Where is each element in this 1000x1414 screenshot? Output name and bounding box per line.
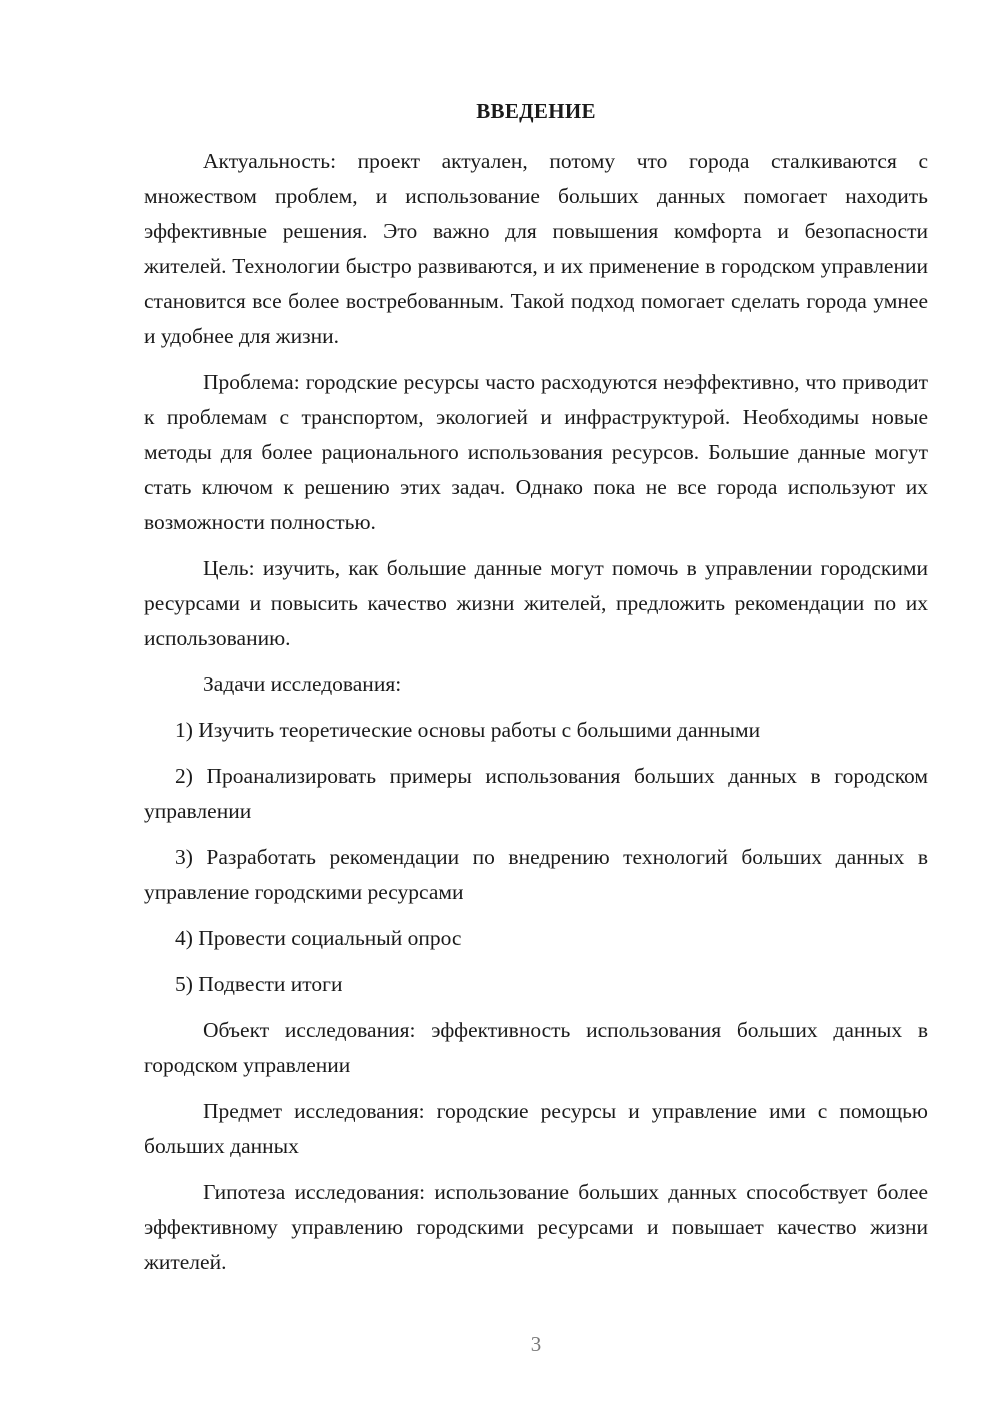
task-item: 1) Изучить теоретические основы работы с большими данными	[175, 718, 761, 742]
document-title: ВВЕДЕНИЕ	[476, 99, 596, 123]
paragraph-relevance: Актуальность: проект актуален, потому что города сталкиваются с множеством проблем, и использование больших данных помогает находить эффективные решения. Это важно для повышения комфорта и безопасности жителей. Технологии быстро развиваются, и их применение в городском управлении становится все более востребованным. Такой подход помогает сделать города умнее и удобнее для жизни.	[144, 149, 928, 348]
paragraph-hypothesis: Гипотеза исследования: использование больших данных способствует более эффективному управлению городскими ресурсами и повышает качество жизни жителей.	[144, 1180, 928, 1274]
task-item: 2) Проанализировать примеры использования больших данных в городском управлении	[144, 764, 928, 823]
paragraph-goal: Цель: изучить, как большие данные могут помочь в управлении городскими ресурсами и повысить качество жизни жителей, предложить рекомендации по их использованию.	[144, 556, 928, 650]
document-page	[144, 96, 928, 1291]
paragraph-problem: Проблема: городские ресурсы часто расходуются неэффективно, что приводит к проблемам с транспортом, экологией и инфраструктурой. Необходимы новые методы для более рационального использования ресурсов. Большие данные могут стать ключом к решению этих задач. Однако пока не все города используют их возможности полностью.	[144, 370, 928, 534]
paragraph-object: Объект исследования: эффективность использования больших данных в городском управлении	[144, 1018, 928, 1077]
task-item: 4) Провести социальный опрос	[175, 926, 462, 950]
page-number: 3	[530, 1332, 542, 1356]
task-item: 5) Подвести итоги	[175, 972, 343, 996]
paragraph-subject: Предмет исследования: городские ресурсы и управление ими с помощью больших данных	[144, 1099, 928, 1158]
task-item: 3) Разработать рекомендации по внедрению технологий больших данных в управление городскими ресурсами	[144, 845, 928, 904]
paragraph-tasks-heading: Задачи исследования:	[203, 672, 402, 696]
